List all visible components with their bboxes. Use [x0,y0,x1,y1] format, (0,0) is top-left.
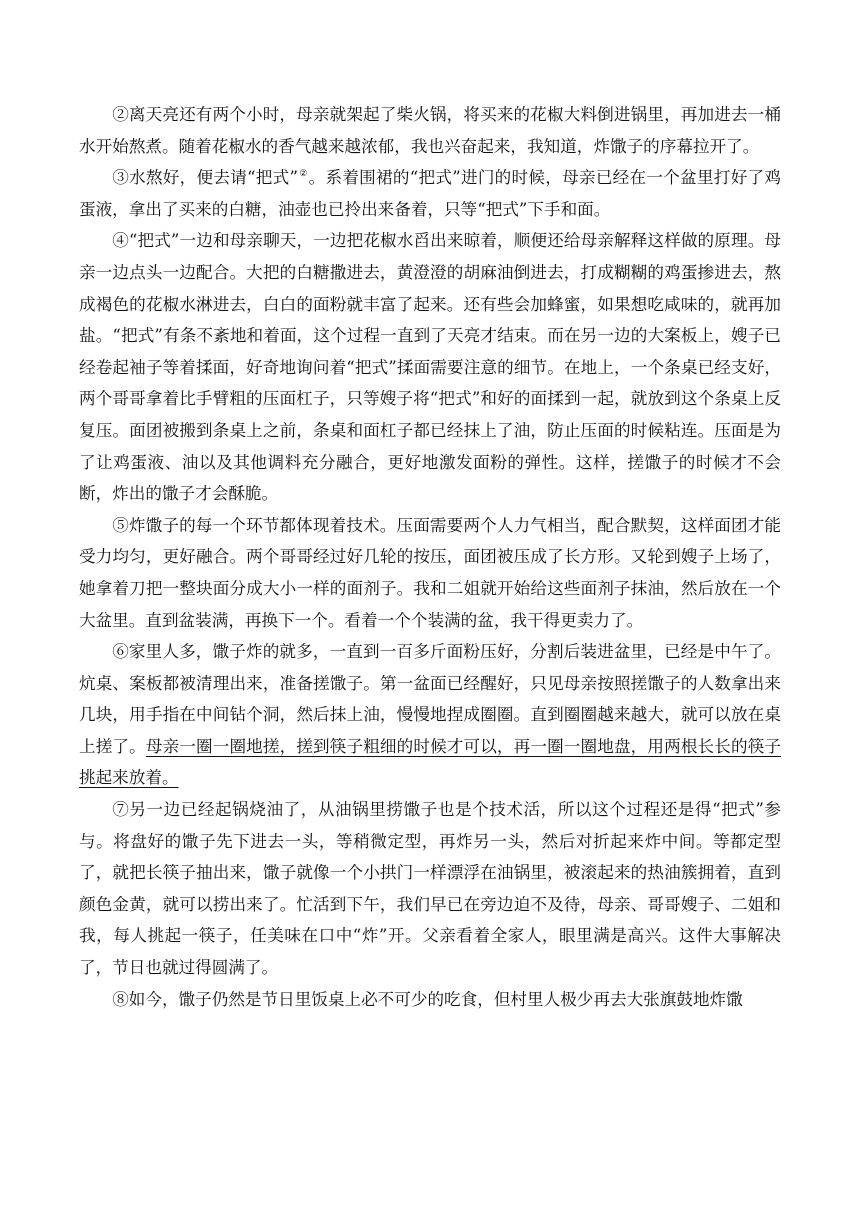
paragraph-6-text: ⑥家里人多，馓子炸的就多，一直到一百多斤面粉压好，分割后装进盆里，已经是中午了。炕桌、案板都被清理出来，准备搓馓子。第一盆面已经醒好，只见母亲按照搓馓子的人数拿出来几块，用手指在中间钻个洞，然后抹上油，慢慢地捏成圈圈。直到圈圈越来越大，就可以放在桌上搓了。 [79,642,781,756]
paragraph-5: ⑤炸馓子的每一个环节都体现着技术。压面需要两个人力气相当，配合默契，这样面团才能受力均匀，更好融合。两个哥哥经过好几轮的按压，面团被压成了长方形。又轮到嫂子上场了，她拿着刀把一整块面分成大小一样的面剂子。我和二姐就开始给这些面剂子抹油，然后放在一个大盆里。直到盆装满，再换下一个。看着一个个装满的盆，我干得更卖力了。 [79,515,781,630]
paragraph-4: ④“把式”一边和母亲聊天，一边把花椒水舀出来晾着，顺便还给母亲解释这样做的原理。母亲一边点头一边配合。大把的白糖撒进去，黄澄澄的胡麻油倒进去，打成糊糊的鸡蛋掺进去，熬成褐色的花椒水淋进去，白白的面粉就丰富了起来。还有些会加蜂蜜，如果想吃咸味的，就再加盐。“把式”有条不紊地和着面，这个过程一直到了天亮才结束。而在另一边的大案板上，嫂子已经卷起袖子等着揉面，好奇地询问着“把式”揉面需要注意的细节。在地上，一个条桌已经支好，两个哥哥拿着比手臂粗的压面杠子，只等嫂子将“把式”和好的面揉到一起，就放到这个条桌上反复压。面团被搬到条桌上之前，条桌和面杠子都已经抹上了油，防止压面的时候粘连。压面是为了让鸡蛋液、油以及其他调料充分融合，更好地激发面粉的弹性。这样，搓馓子的时候才不会断，炸出的馓子才会酥脆。 [79,231,781,504]
paragraph-3-text-b: 。系着围裙的“把式”进门的时候，母亲已经在一个盆里打好了鸡蛋液，拿出了买来的白糖，油壶也已拎出来备着，只等“把式”下手和面。 [79,168,782,219]
paragraph-3 [79,162,781,225]
paragraph-6 [79,636,781,794]
paragraph-7: ⑦另一边已经起锅烧油了，从油锅里捞馓子也是个技术活，所以这个过程还是得“把式”参与。将盘好的馓子先下进去一头，等稍微定型，再炸另一头，然后对折起来炸中间。等都定型了，就把长筷子抽出来，馓子就像一个小拱门一样漂浮在油锅里，被滚起来的热油簇拥着，直到颜色金黄，就可以捞出来了。忙活到下午，我们早已在旁边迫不及待，母亲、哥哥嫂子、二姐和我，每人挑起一筷子，任美味在口中“炸”开。父亲看着全家人，眼里满是高兴。这件大事解决了，节日也就过得圆满了。 [79,800,781,978]
paragraph-3-text-a: ③水熬好，便去请“把式” [112,168,298,188]
footnote-marker: ② [299,169,308,180]
paragraph-2: ②离天亮还有两个小时，母亲就架起了柴火锅，将买来的花椒大料倒进锅里，再加进去一桶水开始熬煮。随着花椒水的香气越来越浓郁，我也兴奋起来，我知道，炸馓子的序幕拉开了。 [79,105,781,156]
document-body [79,99,781,1015]
paragraph-8: ⑧如今，馓子仍然是节日里饭桌上必不可少的吃食，但村里人极少再去大张旗鼓地炸馓 [112,989,743,1009]
underlined-sentence: 母亲一圈一圈地搓，搓到筷子粗细的时候才可以，再一圈一圈地盘，用两根长长的筷子挑起来放着。 [79,736,782,788]
